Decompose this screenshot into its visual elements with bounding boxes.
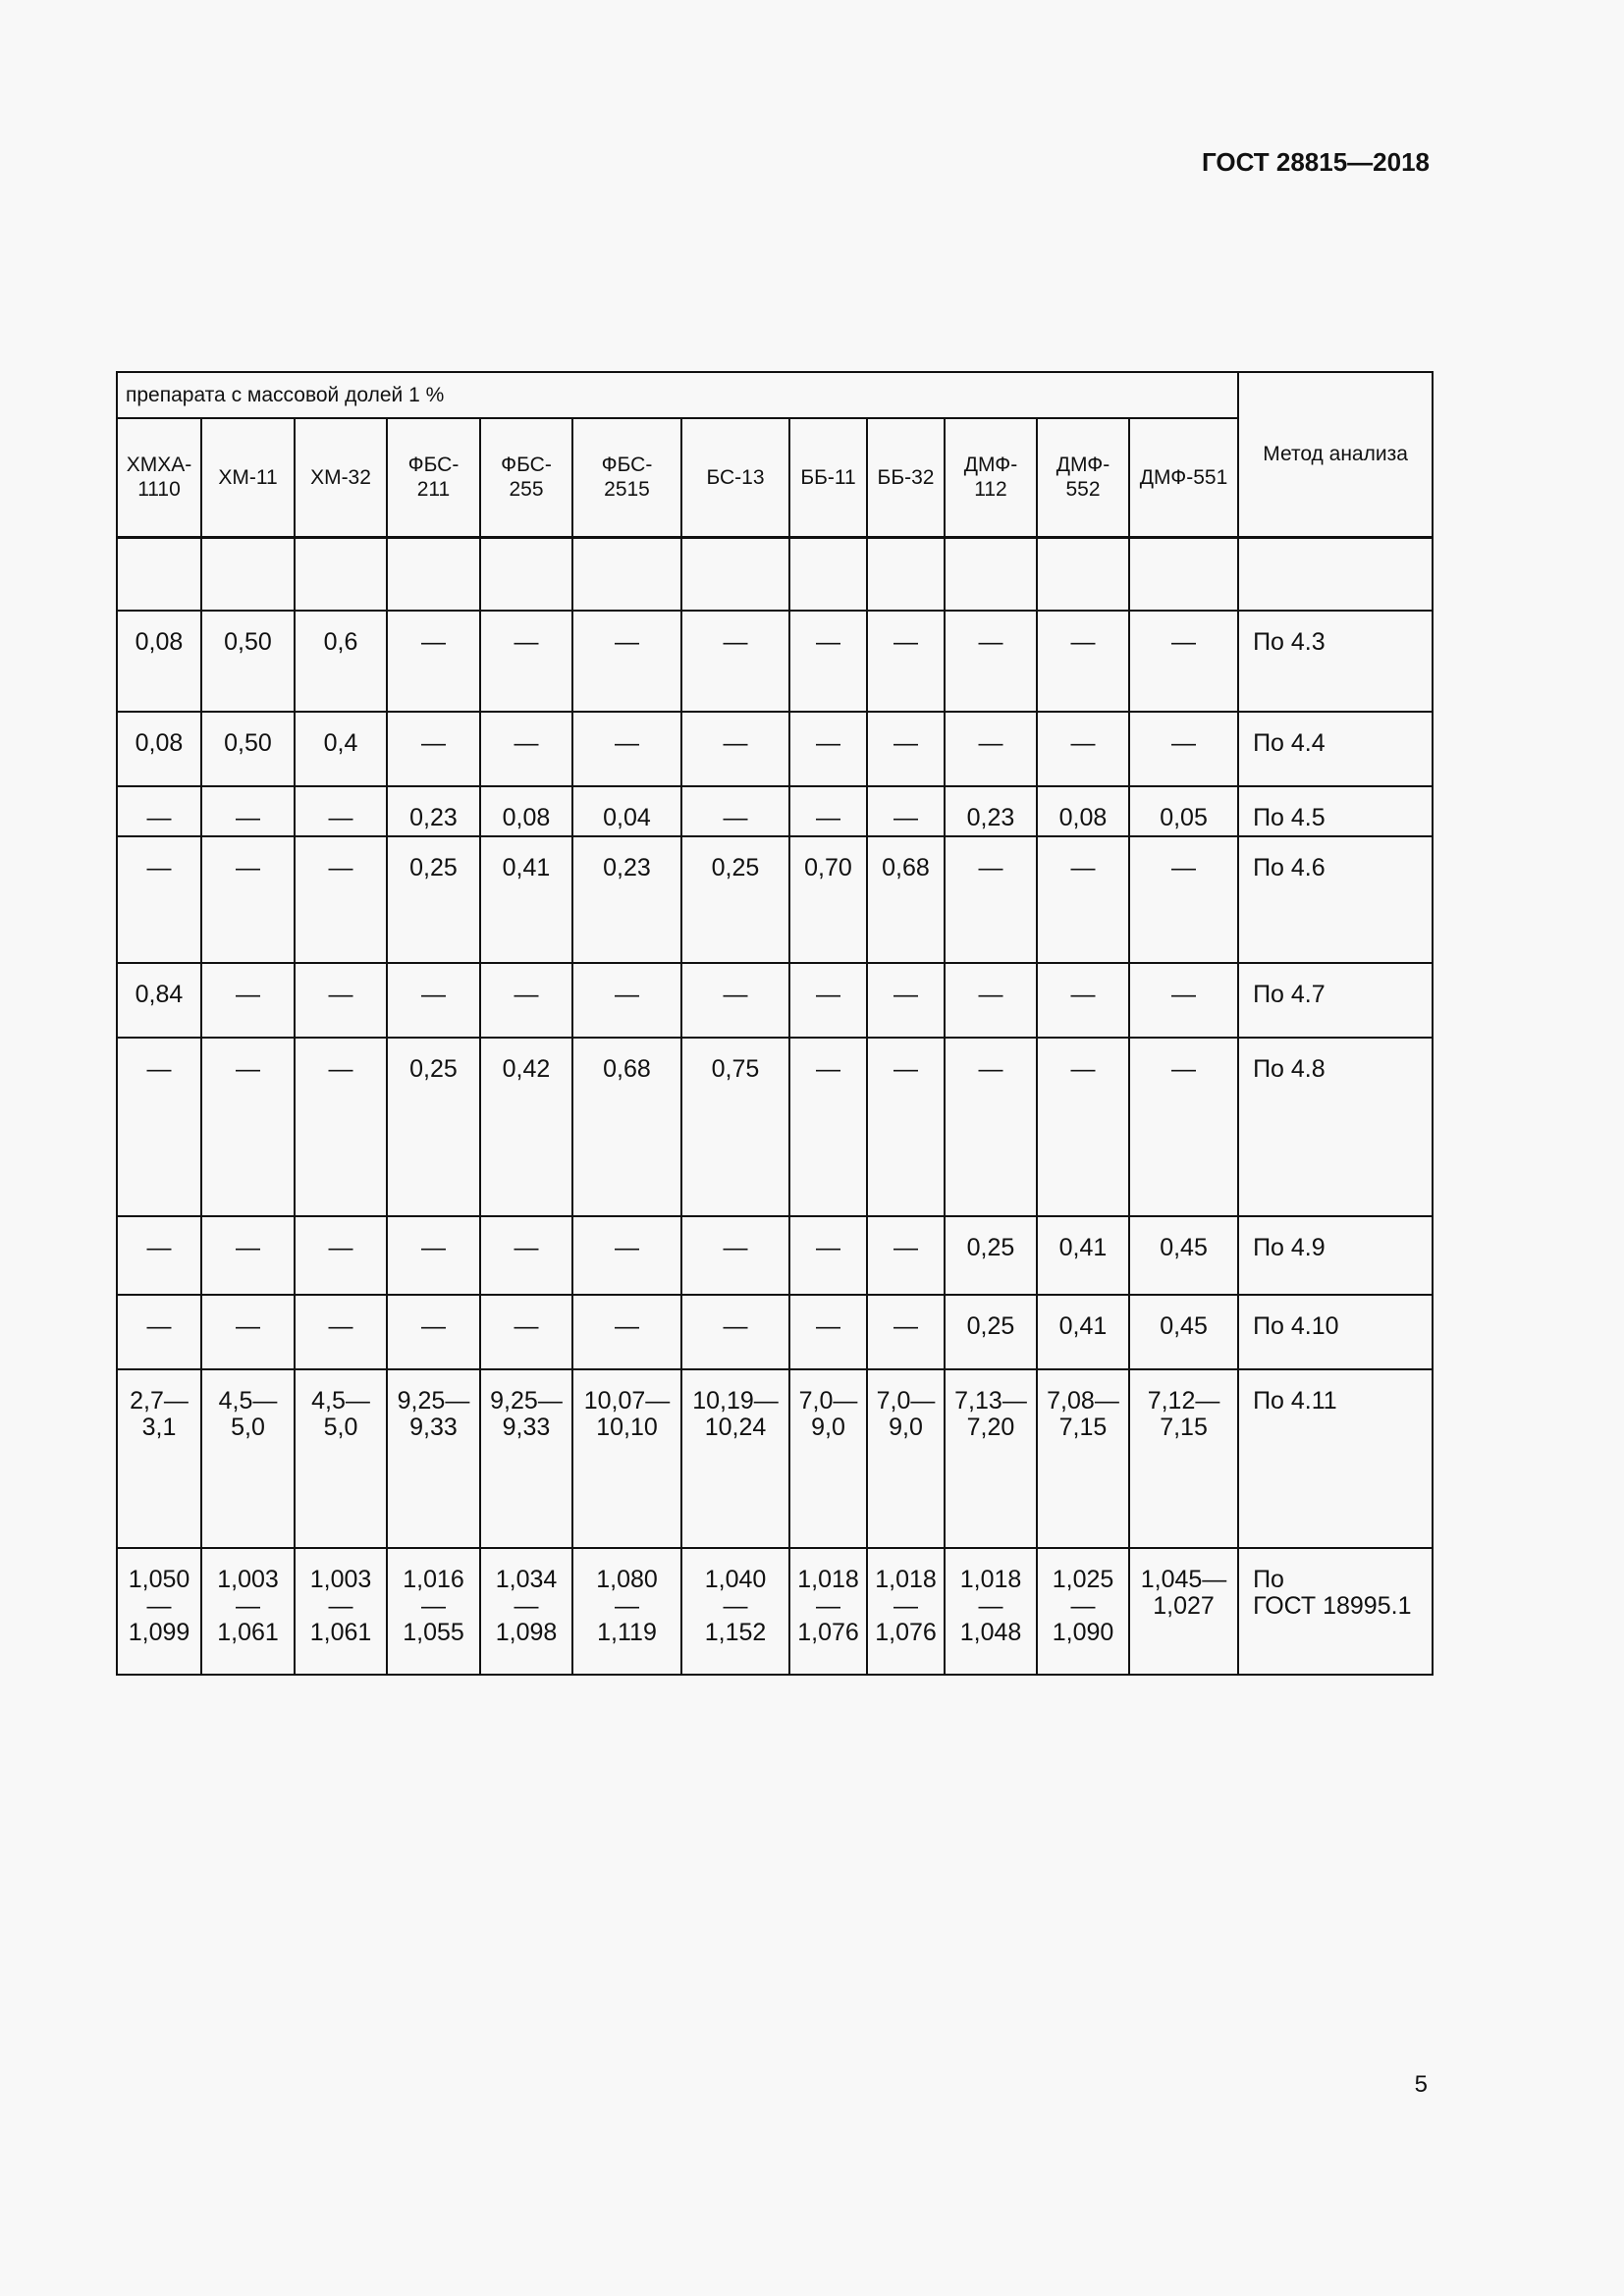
table-cell: — (681, 1216, 789, 1295)
method-cell (1238, 1548, 1433, 1675)
table-cell: — (387, 1216, 480, 1295)
brand-name-line1: ХМХА- (126, 454, 192, 477)
range-from: 10,19— (692, 1387, 779, 1415)
table-cell: — (201, 786, 295, 836)
table-cell: — (295, 1038, 387, 1216)
range-from: 1,018 (797, 1566, 859, 1593)
table-cell: — (867, 1295, 945, 1369)
brand-header-5 (572, 418, 681, 537)
blank-cell (681, 537, 789, 611)
table-cell: 0,42 (480, 1038, 572, 1216)
table-cell: — (1037, 712, 1129, 786)
group-header: препарата с массовой долей 1 % (117, 372, 1238, 418)
range-cell (1129, 1369, 1238, 1548)
range-from: 1,016 (403, 1566, 464, 1593)
range-cell (867, 1369, 945, 1548)
table-cell: 0,41 (1037, 1295, 1129, 1369)
table-cell: — (789, 963, 867, 1038)
table-cell: — (789, 611, 867, 712)
range-from: 7,12— (1147, 1387, 1220, 1415)
method-cell: По 4.7 (1238, 963, 1433, 1038)
range-to: 1,055 (403, 1619, 464, 1646)
blank-cell (201, 537, 295, 611)
range-cell (1037, 1369, 1129, 1548)
table-cell: 0,08 (1037, 786, 1129, 836)
range-dash: — (514, 1592, 539, 1620)
method-cell: По 4.5 (1238, 786, 1433, 836)
range-to: 1,076 (875, 1619, 937, 1646)
table-cell: — (387, 963, 480, 1038)
table-cell: — (1129, 611, 1238, 712)
range-dash: — (615, 1592, 639, 1620)
table-cell: — (1037, 1038, 1129, 1216)
table-cell: 0,25 (945, 1295, 1037, 1369)
range-cell (1129, 1548, 1238, 1675)
range-cell (789, 1369, 867, 1548)
blank-cell (295, 537, 387, 611)
range-dash: — (421, 1592, 446, 1620)
range-cell (201, 1548, 295, 1675)
brand-name-line2: 112 (974, 478, 1007, 502)
table-cell: 0,08 (117, 611, 201, 712)
range-cell (295, 1548, 387, 1675)
table-cell: 0,23 (572, 836, 681, 963)
range-cell (945, 1369, 1037, 1548)
table-cell: — (387, 712, 480, 786)
method-header: Метод анализа (1238, 372, 1433, 537)
range-dash: — (893, 1592, 918, 1620)
range-to: 1,076 (797, 1619, 859, 1646)
brand-name-line2: 255 (509, 478, 544, 502)
range-from: 1,018 (959, 1566, 1022, 1593)
table-row (117, 836, 1433, 963)
brand-header-11 (1129, 418, 1238, 537)
range-cell (681, 1548, 789, 1675)
range-dash: — (978, 1592, 1003, 1620)
range-dash: — (236, 1592, 260, 1620)
table-row (117, 611, 1433, 712)
table-cell: — (572, 611, 681, 712)
brand-name-line2: 211 (416, 478, 451, 502)
table-row (117, 786, 1433, 836)
range-dash: — (723, 1592, 748, 1620)
table-cell: — (201, 1038, 295, 1216)
brand-name-line1: БС-13 (706, 465, 765, 489)
page-number: 5 (1414, 2071, 1428, 2098)
blank-cell (1037, 537, 1129, 611)
range-from: 2,7— (130, 1387, 189, 1415)
brand-name-line1: ФБС- (601, 454, 653, 477)
table-cell: 0,08 (480, 786, 572, 836)
table-cell: — (789, 1216, 867, 1295)
range-to: 9,33 (502, 1414, 551, 1441)
range-to: 9,33 (409, 1414, 458, 1441)
range-from: 1,003 (217, 1566, 279, 1593)
blank-cell (789, 537, 867, 611)
table-cell: — (117, 1216, 201, 1295)
brand-header-row (117, 418, 1433, 537)
table-cell: — (681, 712, 789, 786)
range-from: 1,040 (704, 1566, 767, 1593)
blank-cell (387, 537, 480, 611)
range-to: 9,0 (889, 1414, 923, 1441)
range-from: 9,25— (397, 1387, 470, 1415)
range-cell (480, 1548, 572, 1675)
table-cell: 0,41 (1037, 1216, 1129, 1295)
table-cell: 0,25 (681, 836, 789, 963)
table-cell: — (480, 963, 572, 1038)
table-row-density (117, 1548, 1433, 1675)
range-cell (945, 1548, 1037, 1675)
range-to: 1,061 (309, 1619, 372, 1646)
table-row (117, 712, 1433, 786)
table-cell: — (945, 963, 1037, 1038)
table-cell: — (387, 1295, 480, 1369)
range-cell (387, 1548, 480, 1675)
range-from: 1,045— (1140, 1566, 1227, 1593)
range-cell (117, 1369, 201, 1548)
table-cell: — (295, 786, 387, 836)
table-cell: — (201, 963, 295, 1038)
method-cell: По 4.11 (1238, 1369, 1433, 1548)
method-cell: По 4.9 (1238, 1216, 1433, 1295)
brand-name-line2: 2515 (604, 478, 650, 502)
table-cell: — (572, 712, 681, 786)
table-cell: — (295, 1295, 387, 1369)
document-code: ГОСТ 28815—2018 (1202, 147, 1430, 177)
table-cell: — (117, 786, 201, 836)
range-cell (201, 1369, 295, 1548)
blank-cell (572, 537, 681, 611)
range-from: 1,034 (495, 1566, 558, 1593)
table-cell: — (201, 836, 295, 963)
brand-header-0 (117, 418, 201, 537)
range-to: 5,0 (323, 1414, 358, 1441)
range-from: 7,08— (1047, 1387, 1119, 1415)
table-cell: — (789, 712, 867, 786)
table-cell: — (1037, 611, 1129, 712)
table-cell: 0,50 (201, 712, 295, 786)
range-cell (681, 1369, 789, 1548)
range-from: 9,25— (490, 1387, 563, 1415)
range-cell (117, 1548, 201, 1675)
table-row (117, 1216, 1433, 1295)
blank-cell (867, 537, 945, 611)
range-to: 7,15 (1160, 1414, 1208, 1441)
table-cell: — (945, 836, 1037, 963)
range-to: 7,15 (1058, 1414, 1108, 1441)
method-line1: По (1253, 1566, 1284, 1593)
specification-table (116, 371, 1434, 1676)
range-from: 4,5— (311, 1387, 370, 1415)
brand-name-line1: ФБС- (501, 454, 552, 477)
table-cell: — (201, 1295, 295, 1369)
table-cell: 0,23 (945, 786, 1037, 836)
table-row (117, 1038, 1433, 1216)
method-line2: ГОСТ 18995.1 (1253, 1592, 1412, 1620)
table-cell: — (480, 611, 572, 712)
table-row-blank (117, 537, 1433, 611)
method-cell: По 4.3 (1238, 611, 1433, 712)
table-cell: — (1129, 1038, 1238, 1216)
brand-name-line1: ХМ-11 (218, 465, 278, 489)
range-from: 1,025 (1052, 1566, 1114, 1593)
table-cell: — (572, 963, 681, 1038)
table-cell: 0,41 (480, 836, 572, 963)
table-cell: 0,68 (572, 1038, 681, 1216)
table-cell: — (945, 1038, 1037, 1216)
range-to: 1,152 (704, 1619, 767, 1646)
table-cell: — (1129, 836, 1238, 963)
range-dash: — (816, 1592, 840, 1620)
table-cell: — (867, 1216, 945, 1295)
brand-header-10 (1037, 418, 1129, 537)
range-from: 4,5— (218, 1387, 278, 1415)
range-to: 5,0 (231, 1414, 265, 1441)
table-cell: — (945, 611, 1037, 712)
table-cell: — (867, 712, 945, 786)
table-cell: 0,25 (945, 1216, 1037, 1295)
range-from: 1,080 (596, 1566, 658, 1593)
table-cell: — (480, 1295, 572, 1369)
table-cell: — (117, 1295, 201, 1369)
table-cell: — (789, 1038, 867, 1216)
brand-header-9 (945, 418, 1037, 537)
brand-name-line1: ДМФ- (1056, 454, 1110, 477)
brand-header-7 (789, 418, 867, 537)
method-cell: По 4.6 (1238, 836, 1433, 963)
table-cell: — (387, 611, 480, 712)
table-cell: 0,68 (867, 836, 945, 963)
range-to: 1,099 (128, 1619, 190, 1646)
range-cell (789, 1548, 867, 1675)
method-cell: По 4.4 (1238, 712, 1433, 786)
range-cell (387, 1369, 480, 1548)
brand-header-4 (480, 418, 572, 537)
table-cell: — (201, 1216, 295, 1295)
table-cell: 0,25 (387, 1038, 480, 1216)
range-cell (572, 1548, 681, 1675)
table-cell: — (789, 786, 867, 836)
table-cell: — (1129, 712, 1238, 786)
brand-name-line1: ХМ-32 (310, 465, 371, 489)
table-cell: — (867, 611, 945, 712)
range-from: 10,07— (583, 1387, 671, 1415)
table-cell: 0,4 (295, 712, 387, 786)
table-row (117, 1295, 1433, 1369)
table-cell: — (681, 963, 789, 1038)
range-from: 1,003 (309, 1566, 372, 1593)
table-cell: — (295, 1216, 387, 1295)
brand-name-line1: ББ-32 (877, 465, 935, 489)
table-cell: — (1037, 963, 1129, 1038)
table-cell: 0,45 (1129, 1295, 1238, 1369)
table-cell: — (1037, 836, 1129, 963)
range-to: 10,24 (704, 1414, 767, 1441)
range-from: 7,0— (876, 1387, 936, 1415)
brand-name-line1: ББ-11 (800, 465, 856, 489)
table-cell: — (867, 1038, 945, 1216)
table-cell: — (789, 1295, 867, 1369)
blank-cell (480, 537, 572, 611)
table-group-header-row (117, 372, 1433, 418)
table-cell: 0,04 (572, 786, 681, 836)
brand-header-1 (201, 418, 295, 537)
range-to: 7,20 (966, 1414, 1015, 1441)
method-cell: По 4.8 (1238, 1038, 1433, 1216)
range-dash: — (328, 1592, 353, 1620)
brand-name-line1: ДМФ- (963, 454, 1018, 477)
table-cell: — (295, 963, 387, 1038)
table-cell: — (681, 611, 789, 712)
brand-header-6 (681, 418, 789, 537)
table-cell: 0,45 (1129, 1216, 1238, 1295)
blank-cell (945, 537, 1037, 611)
range-cell (480, 1369, 572, 1548)
table-cell: 0,05 (1129, 786, 1238, 836)
table-cell: — (117, 836, 201, 963)
brand-name-line1: ДМФ-551 (1139, 465, 1228, 489)
range-to: 9,0 (811, 1414, 845, 1441)
range-from: 7,0— (798, 1387, 858, 1415)
range-dash: — (1070, 1592, 1096, 1620)
method-cell: По 4.10 (1238, 1295, 1433, 1369)
table-cell: — (945, 712, 1037, 786)
table-cell: — (295, 836, 387, 963)
range-dash: 1,027 (1153, 1592, 1215, 1620)
brand-header-8 (867, 418, 945, 537)
range-from: 1,050 (128, 1566, 190, 1593)
table-cell: — (867, 786, 945, 836)
blank-cell (1129, 537, 1238, 611)
table-cell: — (572, 1295, 681, 1369)
brand-header-3 (387, 418, 480, 537)
brand-name-line1: ФБС- (407, 454, 460, 477)
table-cell: 0,50 (201, 611, 295, 712)
range-cell (295, 1369, 387, 1548)
range-to: 1,098 (495, 1619, 558, 1646)
range-dash: — (146, 1592, 172, 1620)
table-cell: — (572, 1216, 681, 1295)
range-from: 7,13— (954, 1387, 1027, 1415)
range-cell (1037, 1548, 1129, 1675)
table-row (117, 963, 1433, 1038)
blank-cell (1238, 537, 1433, 611)
table-cell: 0,08 (117, 712, 201, 786)
range-to: 1,090 (1052, 1619, 1114, 1646)
range-cell (572, 1369, 681, 1548)
table-cell: 0,6 (295, 611, 387, 712)
table-cell: — (867, 963, 945, 1038)
table-cell: — (681, 786, 789, 836)
table-cell: 0,23 (387, 786, 480, 836)
range-cell (867, 1548, 945, 1675)
table-cell: 0,25 (387, 836, 480, 963)
brand-name-line2: 552 (1065, 478, 1101, 502)
range-to: 1,119 (597, 1619, 657, 1646)
table-cell: — (681, 1295, 789, 1369)
table-cell: 0,70 (789, 836, 867, 963)
table-row-ph (117, 1369, 1433, 1548)
range-to: 1,048 (959, 1619, 1022, 1646)
blank-cell (117, 537, 201, 611)
table-cell: 0,84 (117, 963, 201, 1038)
table-cell: 0,75 (681, 1038, 789, 1216)
range-from: 1,018 (875, 1566, 937, 1593)
table-cell: — (1129, 963, 1238, 1038)
range-to: 10,10 (596, 1414, 658, 1441)
range-to: 3,1 (141, 1414, 177, 1441)
table-cell: — (480, 712, 572, 786)
brand-name-line2: 1110 (137, 478, 181, 502)
table-cell: — (117, 1038, 201, 1216)
table-cell: — (480, 1216, 572, 1295)
brand-header-2 (295, 418, 387, 537)
range-to: 1,061 (217, 1619, 279, 1646)
